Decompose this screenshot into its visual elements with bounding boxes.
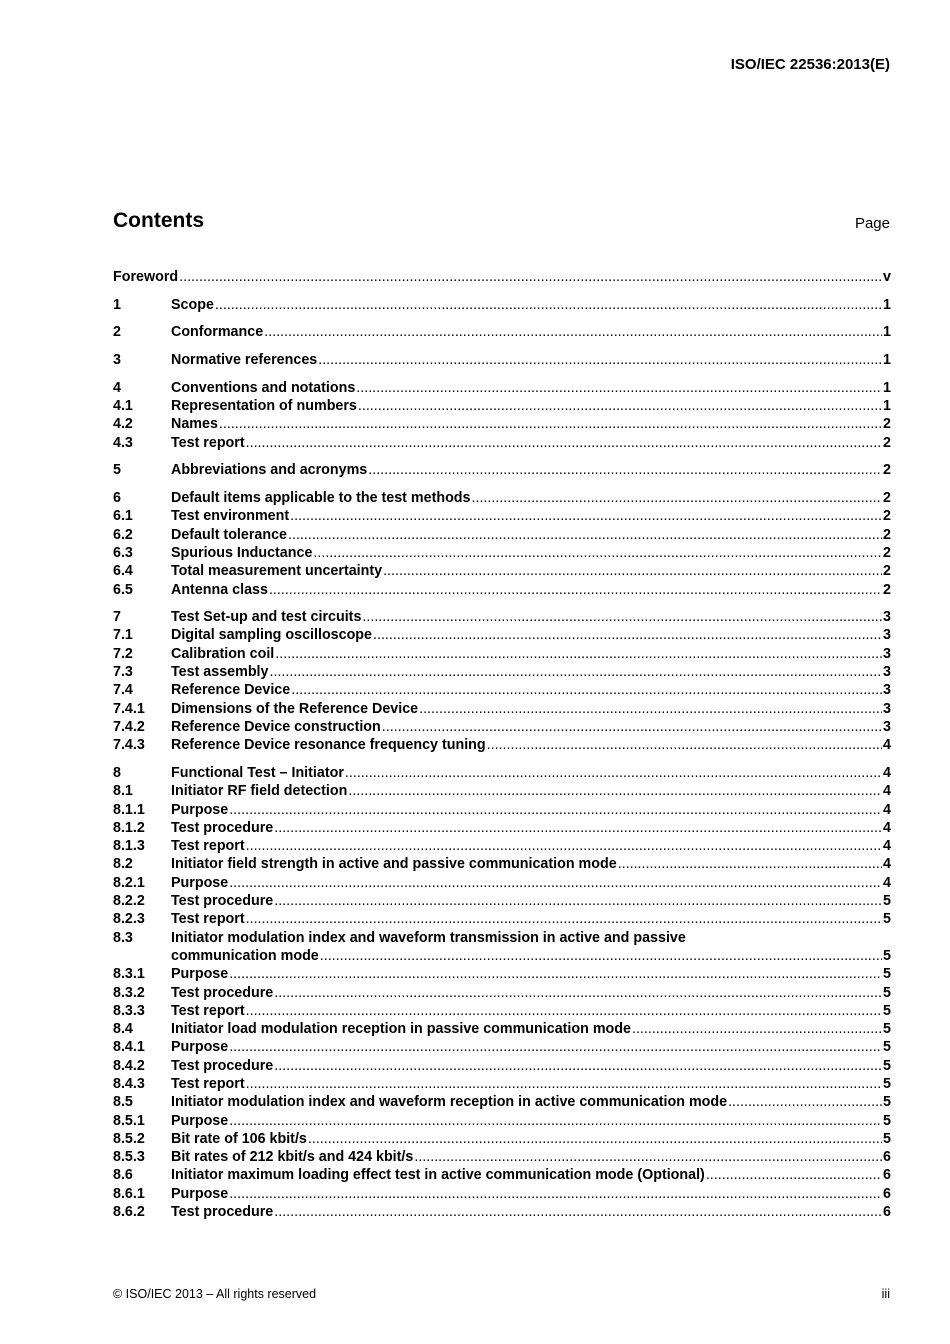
toc-entry[interactable] xyxy=(113,608,891,626)
toc-leader-dots xyxy=(313,544,882,562)
toc-leader-dots xyxy=(362,608,882,626)
toc-leader-dots xyxy=(264,323,882,341)
toc-entry[interactable] xyxy=(113,801,891,819)
toc-entry[interactable] xyxy=(113,718,891,736)
toc-entry-number: 8.1.2 xyxy=(113,819,145,836)
toc-entry[interactable] xyxy=(113,489,891,507)
toc-entry-page: 5 xyxy=(883,1057,891,1074)
toc-entry-page: 2 xyxy=(883,416,891,433)
toc-entry-number: 8 xyxy=(113,764,121,781)
toc-entry[interactable] xyxy=(113,562,891,580)
toc-entry-page: 6 xyxy=(883,1167,891,1184)
toc-entry-title: Purpose xyxy=(171,1185,229,1202)
toc-leader-dots xyxy=(229,1185,882,1203)
toc-entry[interactable] xyxy=(113,1075,891,1093)
toc-entry[interactable] xyxy=(113,736,891,754)
toc-leader-dots xyxy=(373,626,882,644)
toc-entry[interactable] xyxy=(113,526,891,544)
toc-leader-dots xyxy=(229,801,882,819)
toc-entry-number: 8.1.1 xyxy=(113,801,145,818)
toc-entry-page: 2 xyxy=(883,490,891,507)
toc-entry-title: Reference Device construction xyxy=(171,718,381,735)
toc-entry-title: Digital sampling oscilloscope xyxy=(171,627,372,644)
toc-leader-dots xyxy=(472,489,883,507)
toc-entry-number: 8.4.3 xyxy=(113,1076,145,1092)
toc-entry-page: 4 xyxy=(883,874,891,891)
toc-entry-title: Purpose xyxy=(171,801,229,818)
toc-entry-page: 5 xyxy=(883,1039,891,1056)
table-of-contents xyxy=(113,268,891,1221)
toc-entry-number: 4.3 xyxy=(113,434,133,451)
toc-entry-number: 4.1 xyxy=(113,398,133,415)
toc-leader-dots xyxy=(320,947,882,965)
toc-entry[interactable] xyxy=(113,415,891,433)
toc-entry-number: 8.3 xyxy=(113,929,133,946)
toc-leader-dots xyxy=(318,351,882,369)
toc-entry-page: 1 xyxy=(883,324,891,341)
toc-entry-title: Initiator maximum loading effect test in active communication mode (Optional) xyxy=(171,1167,705,1184)
toc-entry[interactable] xyxy=(113,507,891,525)
toc-entry-title: Calibration coil xyxy=(171,645,275,662)
toc-entry[interactable] xyxy=(113,929,891,966)
toc-entry-title: Initiator RF field detection xyxy=(171,783,348,800)
toc-leader-dots xyxy=(356,379,882,397)
toc-entry-page: 2 xyxy=(883,563,891,580)
toc-entry-title: Initiator field strength in active and passive communication mode xyxy=(171,856,617,873)
toc-entry-title: Purpose xyxy=(171,1039,229,1056)
document-standard-id: ISO/IEC 22536:2013(E) xyxy=(730,56,890,73)
toc-entry-page: 4 xyxy=(883,856,891,873)
toc-entry-title: Purpose xyxy=(171,966,229,983)
toc-entry-title: Reference Device resonance frequency tuning xyxy=(171,737,486,754)
toc-leader-dots xyxy=(618,855,882,873)
toc-entry-number: 7.4.3 xyxy=(113,737,145,754)
toc-leader-dots xyxy=(348,782,882,800)
toc-leader-dots xyxy=(246,1075,882,1093)
toc-leader-dots xyxy=(229,965,882,983)
contents-title: Contents xyxy=(113,209,204,232)
toc-entry-page: 3 xyxy=(883,609,891,626)
footer-page-number: iii xyxy=(881,1287,890,1301)
toc-entry-number: 6.2 xyxy=(113,526,133,543)
toc-entry-title: Test report xyxy=(171,838,245,855)
toc-entry-title: Names xyxy=(171,416,218,433)
toc-entry-number: 6 xyxy=(113,490,121,507)
footer-copyright: © ISO/IEC 2013 – All rights reserved xyxy=(113,1287,317,1301)
toc-entry-page: 6 xyxy=(883,1185,891,1202)
toc-entry-page: 5 xyxy=(883,1130,891,1147)
toc-entry-number: 8.5.2 xyxy=(113,1130,145,1147)
toc-entry-page: 5 xyxy=(883,966,891,983)
toc-entry[interactable] xyxy=(113,874,891,892)
toc-entry-number: 7.2 xyxy=(113,645,133,662)
toc-entry-page: 1 xyxy=(883,352,891,369)
toc-entry-page: 5 xyxy=(883,1021,891,1038)
toc-entry[interactable] xyxy=(113,1002,891,1020)
toc-leader-dots xyxy=(728,1093,882,1111)
toc-leader-dots xyxy=(487,736,882,754)
toc-entry[interactable] xyxy=(113,663,891,681)
toc-entry-number: 8.5.3 xyxy=(113,1149,145,1166)
toc-entry-page: 3 xyxy=(883,645,891,662)
toc-entry-title: Bit rate of 106 kbit/s xyxy=(171,1130,307,1147)
toc-entry-number: 8.6.2 xyxy=(113,1204,145,1221)
toc-entry-page: 3 xyxy=(883,700,891,717)
toc-entry-title: Initiator load modulation reception in passive communication mode xyxy=(171,1021,631,1038)
toc-leader-dots xyxy=(219,415,882,433)
toc-entry-page: 2 xyxy=(883,544,891,561)
toc-entry[interactable] xyxy=(113,323,891,341)
toc-entry-number: 8.2.1 xyxy=(113,874,145,891)
toc-entry-number: 8.2 xyxy=(113,856,133,873)
toc-entry-number: 6.1 xyxy=(113,508,133,525)
toc-entry[interactable] xyxy=(113,397,891,415)
toc-entry-title: Test procedure xyxy=(171,1204,274,1221)
toc-leader-dots xyxy=(274,984,882,1002)
toc-entry-number: 6.5 xyxy=(113,581,133,598)
toc-entry[interactable] xyxy=(113,351,891,369)
toc-entry[interactable] xyxy=(113,965,891,983)
toc-entry-page: 4 xyxy=(883,838,891,855)
toc-entry-number: 7.3 xyxy=(113,664,133,681)
toc-entry-page: 3 xyxy=(883,718,891,735)
toc-entry-title: Test report xyxy=(171,1076,245,1092)
toc-entry-title: Test report xyxy=(171,434,245,451)
toc-entry-title: Reference Device xyxy=(171,682,291,699)
toc-entry-page: 1 xyxy=(883,379,891,396)
toc-entry[interactable] xyxy=(113,681,891,699)
toc-entry-page: 2 xyxy=(883,581,891,598)
toc-entry[interactable] xyxy=(113,1185,891,1203)
toc-entry[interactable] xyxy=(113,1148,891,1166)
toc-entry-number: 3 xyxy=(113,352,121,369)
toc-entry[interactable] xyxy=(113,837,891,855)
toc-leader-dots xyxy=(274,1057,882,1075)
toc-entry[interactable] xyxy=(113,626,891,644)
toc-entry[interactable] xyxy=(113,1020,891,1038)
toc-leader-dots xyxy=(246,910,882,928)
toc-entry-title: Foreword xyxy=(113,269,179,285)
toc-entry-number: 4 xyxy=(113,379,121,396)
toc-entry-page: v xyxy=(883,269,891,285)
toc-leader-dots xyxy=(274,819,882,837)
toc-leader-dots xyxy=(269,581,882,599)
toc-leader-dots xyxy=(706,1166,882,1184)
toc-leader-dots xyxy=(358,397,882,415)
toc-entry-title: Abbreviations and acronyms xyxy=(171,462,368,479)
toc-leader-dots xyxy=(246,837,882,855)
toc-entry-number: 8.4 xyxy=(113,1021,133,1038)
toc-entry-number: 8.2.2 xyxy=(113,893,145,910)
toc-entry-number: 8.2.3 xyxy=(113,911,145,928)
toc-entry-number: 7 xyxy=(113,609,121,626)
toc-leader-dots xyxy=(246,434,882,452)
toc-entry-title: Antenna class xyxy=(171,581,268,598)
toc-entry-number: 8.1.3 xyxy=(113,838,145,855)
toc-entry-number: 5 xyxy=(113,462,121,479)
toc-entry-title: Total measurement uncertainty xyxy=(171,563,383,580)
toc-entry-page: 5 xyxy=(883,1094,891,1111)
toc-leader-dots xyxy=(383,562,882,580)
toc-entry[interactable] xyxy=(113,379,891,397)
toc-leader-dots xyxy=(290,507,882,525)
toc-entry-page: 5 xyxy=(883,893,891,910)
toc-entry-title: Functional Test – Initiator xyxy=(171,764,344,781)
toc-entry-number: 8.4.1 xyxy=(113,1039,145,1056)
toc-leader-dots xyxy=(215,296,882,314)
toc-leader-dots xyxy=(368,461,882,479)
toc-leader-dots xyxy=(291,681,882,699)
toc-entry-page: 2 xyxy=(883,462,891,479)
toc-leader-dots xyxy=(274,892,882,910)
toc-entry[interactable] xyxy=(113,461,891,479)
toc-entry[interactable] xyxy=(113,296,891,314)
toc-entry-number: 8.1 xyxy=(113,783,133,800)
toc-entry-page: 1 xyxy=(883,296,891,313)
toc-entry-title: Test Set-up and test circuits xyxy=(171,609,362,626)
toc-entry-title: Test report xyxy=(171,911,245,928)
toc-leader-dots xyxy=(229,1112,882,1130)
toc-leader-dots xyxy=(229,1038,882,1056)
toc-entry[interactable] xyxy=(113,700,891,718)
toc-entry[interactable] xyxy=(113,645,891,663)
toc-entry-page: 4 xyxy=(883,737,891,754)
toc-entry[interactable] xyxy=(113,1038,891,1056)
toc-entry-page: 5 xyxy=(883,1076,891,1092)
toc-entry-page: 4 xyxy=(883,783,891,800)
toc-entry-title: Purpose xyxy=(171,1112,229,1129)
toc-entry-page: 5 xyxy=(883,1112,891,1129)
toc-leader-dots xyxy=(414,1148,882,1166)
toc-entry-page: 2 xyxy=(883,434,891,451)
toc-entry-title: Test procedure xyxy=(171,893,274,910)
toc-entry-title: Default tolerance xyxy=(171,526,287,543)
toc-entry-number: 4.2 xyxy=(113,416,133,433)
toc-entry[interactable] xyxy=(113,1203,891,1221)
toc-entry-page: 3 xyxy=(883,682,891,699)
toc-entry-title: Dimensions of the Reference Device xyxy=(171,700,419,717)
toc-entry-number: 8.5 xyxy=(113,1094,133,1111)
toc-entry-title: Test assembly xyxy=(171,664,269,681)
toc-entry-number: 7.1 xyxy=(113,627,133,644)
toc-entry-title: Test environment xyxy=(171,508,290,525)
toc-leader-dots xyxy=(229,874,882,892)
toc-entry-title: Test procedure xyxy=(171,984,274,1001)
toc-entry[interactable] xyxy=(113,910,891,928)
toc-entry[interactable] xyxy=(113,819,891,837)
toc-entry-page: 4 xyxy=(883,819,891,836)
toc-entry-title: Test procedure xyxy=(171,819,274,836)
toc-entry[interactable] xyxy=(113,892,891,910)
toc-entry[interactable] xyxy=(113,544,891,562)
toc-entry[interactable] xyxy=(113,1093,891,1111)
toc-entry-page: 2 xyxy=(883,526,891,543)
toc-entry[interactable] xyxy=(113,268,891,286)
toc-entry-number: 7.4 xyxy=(113,682,133,699)
toc-entry-title-continued: communication mode xyxy=(171,947,319,964)
toc-entry[interactable] xyxy=(113,855,891,873)
toc-leader-dots xyxy=(269,663,882,681)
toc-entry-number: 8.6.1 xyxy=(113,1185,145,1202)
toc-entry[interactable] xyxy=(113,1057,891,1075)
page-column-label: Page xyxy=(854,215,890,232)
toc-entry-number: 8.3.1 xyxy=(113,966,145,983)
toc-entry[interactable] xyxy=(113,984,891,1002)
toc-entry[interactable] xyxy=(113,1112,891,1130)
toc-entry-number: 6.4 xyxy=(113,563,133,580)
toc-leader-dots xyxy=(246,1002,882,1020)
toc-entry-page: 6 xyxy=(883,1149,891,1166)
toc-entry-page: 3 xyxy=(883,627,891,644)
toc-entry-page: 4 xyxy=(883,801,891,818)
toc-entry-number: 8.5.1 xyxy=(113,1112,145,1129)
toc-entry-page: 5 xyxy=(883,947,891,964)
toc-entry-title: Initiator modulation index and waveform reception in active communication mode xyxy=(171,1094,728,1111)
toc-entry-title: Bit rates of 212 kbit/s and 424 kbit/s xyxy=(171,1149,414,1166)
toc-entry-number: 7.4.1 xyxy=(113,700,145,717)
toc-entry-title: Conventions and notations xyxy=(171,379,356,396)
toc-entry-title: Test procedure xyxy=(171,1057,274,1074)
toc-leader-dots xyxy=(308,1130,882,1148)
toc-entry-number: 7.4.2 xyxy=(113,718,145,735)
toc-entry-title: Normative references xyxy=(171,352,318,369)
toc-entry-page: 2 xyxy=(883,508,891,525)
toc-entry-page: 3 xyxy=(883,664,891,681)
toc-entry[interactable] xyxy=(113,764,891,782)
toc-entry-number: 1 xyxy=(113,296,121,313)
toc-entry-page: 4 xyxy=(883,764,891,781)
toc-entry-page: 5 xyxy=(883,984,891,1001)
toc-leader-dots xyxy=(419,700,882,718)
toc-entry-number: 6.3 xyxy=(113,544,133,561)
toc-entry-title: Purpose xyxy=(171,874,229,891)
toc-entry-page: 5 xyxy=(883,911,891,928)
toc-entry-title: Default items applicable to the test methods xyxy=(171,490,471,507)
toc-leader-dots xyxy=(288,526,882,544)
toc-entry[interactable] xyxy=(113,782,891,800)
toc-entry-title: Conformance xyxy=(171,324,264,341)
toc-entry-page: 6 xyxy=(883,1204,891,1221)
toc-leader-dots xyxy=(382,718,882,736)
toc-entry-number: 8.3.2 xyxy=(113,984,145,1001)
toc-entry-page: 5 xyxy=(883,1002,891,1019)
toc-entry-number: 8.6 xyxy=(113,1167,133,1184)
toc-leader-dots xyxy=(345,764,882,782)
toc-entry[interactable] xyxy=(113,1166,891,1184)
toc-leader-dots xyxy=(275,645,882,663)
toc-leader-dots xyxy=(274,1203,882,1221)
toc-entry[interactable] xyxy=(113,434,891,452)
toc-entry-title: Representation of numbers xyxy=(171,398,357,415)
toc-leader-dots xyxy=(179,268,882,286)
toc-entry-title: Spurious Inductance xyxy=(171,544,313,561)
toc-entry-title: Initiator modulation index and waveform transmission in active and passive xyxy=(171,929,686,946)
toc-entry-number: 2 xyxy=(113,324,121,341)
toc-entry-number: 8.3.3 xyxy=(113,1002,145,1019)
toc-entry-title: Scope xyxy=(171,296,214,313)
toc-entry-title: Test report xyxy=(171,1002,245,1019)
toc-entry-page: 1 xyxy=(883,398,891,415)
toc-entry[interactable] xyxy=(113,1130,891,1148)
toc-entry[interactable] xyxy=(113,581,891,599)
toc-entry-number: 8.4.2 xyxy=(113,1057,145,1074)
toc-leader-dots xyxy=(632,1020,882,1038)
